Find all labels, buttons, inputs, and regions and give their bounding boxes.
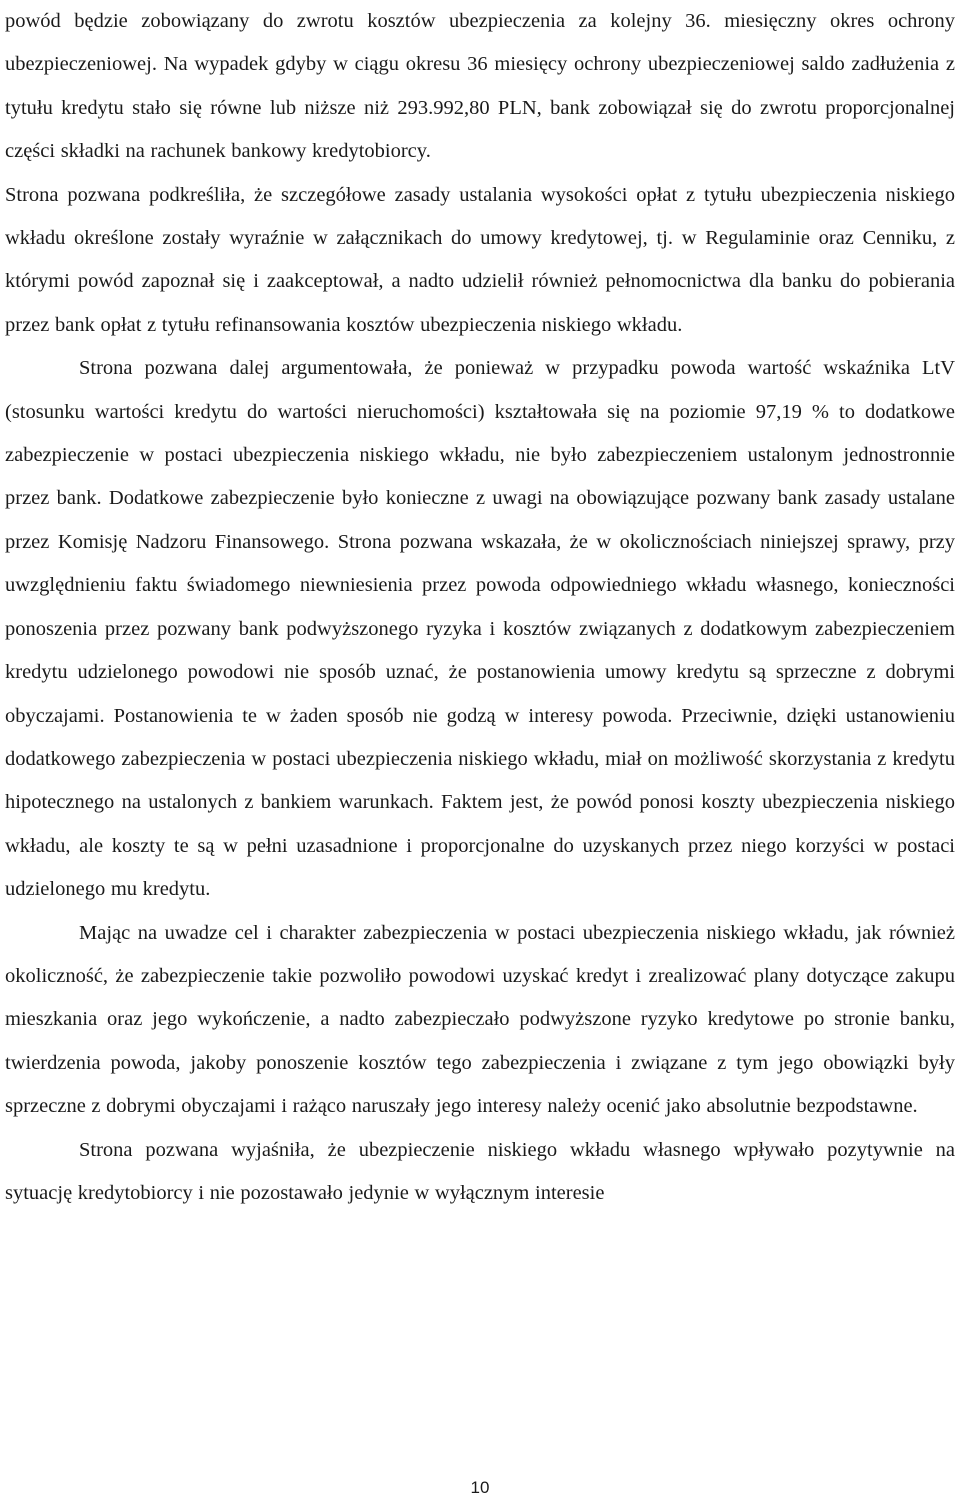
paragraph-3: Strona pozwana dalej argumentowała, że ponieważ w przypadku powoda wartość wskaźnika LtV (stosunku wartości kredytu do wartości nieruchomości) kształtowała się na poziomie 97,19 % to dodatkowe zabezpieczenie w postaci ubezpieczenia niskiego wkładu, nie było zabezpieczeniem ustalonym jednostronnie przez bank. Dodatkowe zabezpieczenie było konieczne z uwagi na obowiązujące pozwany bank zasady ustalane przez Komisję Nadzoru Finansowego. Strona pozwana wskazała, że w okolicznościach niniejszej sprawy, przy uwzględnieniu faktu świadomego niewniesienia przez powoda odpowiedniego wkładu własnego, konieczności ponoszenia przez pozwany bank podwyższonego ryzyka i kosztów związanych z dodatkowym zabezpieczeniem kredytu udzielonego powodowi nie sposób uznać, że postanowienia umowy kredytu są sprzeczne z dobrymi obyczajami. Postanowienia te w żaden sposób nie godzą w interesy powoda. Przeciwnie, dzięki ustanowieniu dodatkowego zabezpieczenia w postaci ubezpieczenia niskiego wkładu, miał on możliwość skorzystania z kredytu hipotecznego na ustalonych z bankiem warunkach. Faktem jest, że powód ponosi koszty ubezpieczenia niskiego wkładu, ale koszty te są w pełni uzasadnione i proporcjonalne do uzyskanych przez niego korzyści w postaci udzielonego mu kredytu. <box>5 357 955 901</box>
page-number: 10 <box>470 1478 490 1497</box>
document-page <box>5 0 955 1215</box>
paragraph-2: Strona pozwana podkreśliła, że szczegółowe zasady ustalania wysokości opłat z tytułu ubezpieczenia niskiego wkładu określone zostały wyraźnie w załącznikach do umowy kredytowej, tj. w Regulaminie oraz Cenniku, z którymi powód zapoznał się i zaakceptował, a nadto udzielił również pełnomocnictwa dla banku do pobierania przez bank opłat z tytułu refinansowania kosztów ubezpieczenia niskiego wkładu. <box>5 183 955 336</box>
paragraph-5: Strona pozwana wyjaśniła, że ubezpieczenie niskiego wkładu własnego wpływało pozytywnie na sytuację kredytobiorcy i nie pozostawało jedynie w wyłącznym interesie <box>5 1138 955 1204</box>
paragraph-1: powód będzie zobowiązany do zwrotu kosztów ubezpieczenia za kolejny 36. miesięczny okres ochrony ubezpieczeniowej. Na wypadek gdyby w ciągu okresu 36 miesięcy ochrony ubezpieczeniowej saldo zadłużenia z tytułu kredytu stało się równe lub niższe niż 293.992,80 PLN, bank zobowiązał się do zwrotu proporcjonalnej części składki na rachunek bankowy kredytobiorcy. <box>5 10 955 163</box>
paragraph-4: Mając na uwadze cel i charakter zabezpieczenia w postaci ubezpieczenia niskiego wkładu, jak również okoliczność, że zabezpieczenie takie pozwoliło powodowi uzyskać kredyt i zrealizować plany dotyczące zakupu mieszkania oraz jego wykończenie, a nadto zabezpieczało podwyższone ryzyko kredytowe po stronie banku, twierdzenia powoda, jakoby ponoszenie kosztów tego zabezpieczenia i związane z tym jego obowiązki były sprzeczne z dobrymi obyczajami i rażąco naruszały jego interesy należy ocenić jako absolutnie bezpodstawne. <box>5 921 955 1118</box>
